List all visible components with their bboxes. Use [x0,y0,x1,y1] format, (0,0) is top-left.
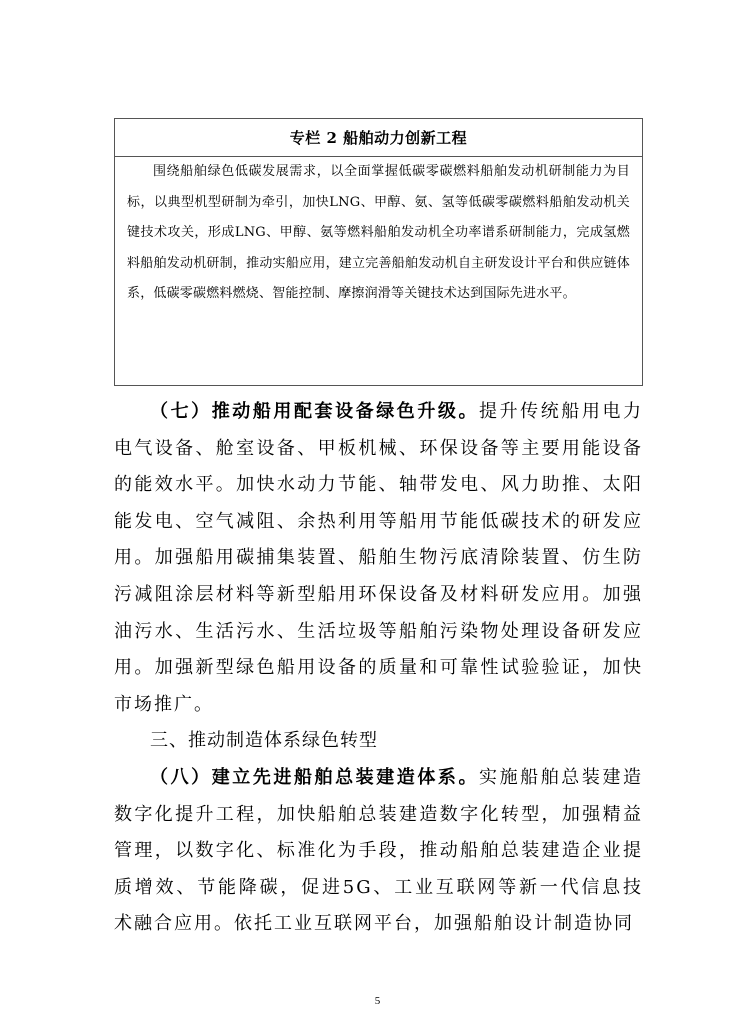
sidebar-box-title: 专栏 2 船舶动力创新工程 [115,119,642,157]
chapter-heading-3: 三、推动制造体系绿色转型 [150,730,378,752]
section-8-text: 实施船舶总装建造数字化提升工程，加快船舶总装建造数字化转型，加强精益管理，以数字化、标准化为手段，推动船舶总装建造企业提质增效、节能降碳，促进5G、工业互联网等新一代信息技术融合应用。依托工业互联网平台，加强船舶设计制造协同 [114,766,644,935]
main-body-text [114,394,643,943]
sidebar-box-body: 围绕船舶绿色低碳发展需求，以全面掌握低碳零碳燃料船舶发动机研制能力为目标，以典型机型研制为牵引，加快LNG、甲醇、氨、氢等低碳零碳燃料船舶发动机关键技术攻关，形成LNG、甲醇、氨等燃料船舶发动机全功率谱系研制能力，完成氢燃料船舶发动机研制，推动实船应用，建立完善船舶发动机自主研发设计平台和供应链体系，低碳零碳燃料燃烧、智能控制、摩擦润滑等关键技术达到国际先进水平。 [127,164,630,301]
section-8-lead: （八）建立先进船舶总装建造体系。 [150,766,480,788]
section-7-lead: （七）推动船用配套设备绿色升级。 [150,401,480,422]
page-number: 5 [374,995,381,1007]
paragraph-section-8 [114,760,643,943]
paragraph-section-7 [114,394,643,723]
sidebar-box [114,118,643,386]
section-7-text: 提升传统船用电力电气设备、舱室设备、甲板机械、环保设备等主要用能设备的能效水平。加快水动力节能、轴带发电、风力助推、太阳能发电、空气减阻、余热利用等船用节能低碳技术的研发应用。加强船用碳捕集装置、船舶生物污底清除装置、仿生防污减阻涂层材料等新型船用环保设备及材料研发应用。加强油污水、生活污水、生活垃圾等船舶污染物处理设备研发应用。加强新型绿色船用设备的质量和可靠性试验验证，加快市场推广。 [114,401,644,715]
